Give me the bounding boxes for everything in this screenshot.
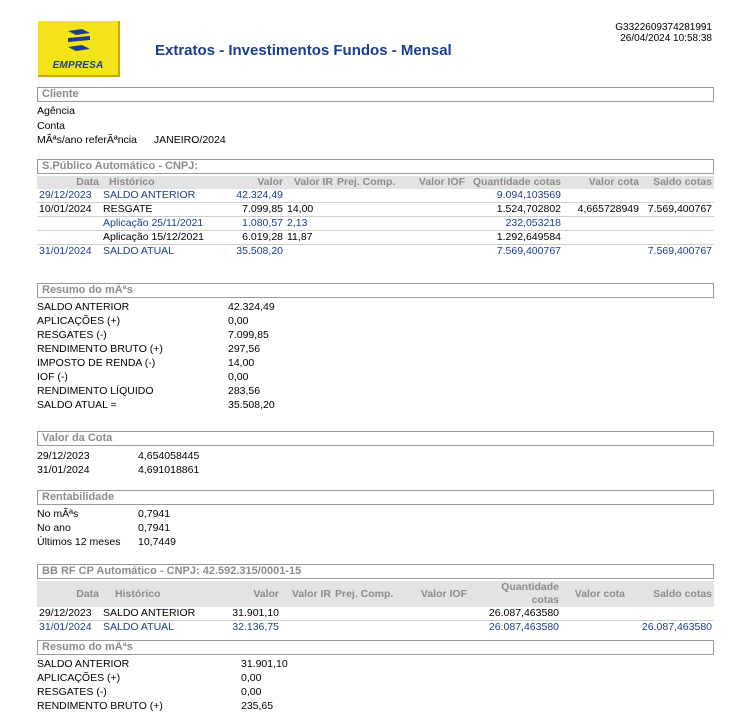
cell-valor-ir: 11,87 [285, 231, 335, 245]
cell-valor-cota [563, 245, 641, 259]
table-row [37, 245, 714, 259]
rentab-value: 0,7941 [138, 508, 171, 520]
cell-valor-cota: 4,665728949 [563, 203, 641, 217]
rentab-title: Rentabilidade [37, 490, 714, 505]
table-row [37, 607, 714, 621]
document-code: G3322609374281991 [615, 22, 712, 33]
cell-quantidade-cotas: 26.087,463580 [488, 621, 559, 633]
cell-valor-ir [285, 189, 335, 203]
cell-prej-comp [335, 231, 407, 245]
cell-valor-iof [407, 621, 469, 635]
resumo-label: SALDO ATUAL = [37, 399, 117, 411]
resumo-value: 14,00 [228, 357, 255, 369]
cell-valor: 7.099,85 [229, 203, 285, 217]
cell-saldo-cotas [627, 607, 714, 621]
cell-historico: RESGATE [101, 203, 229, 217]
resumo1-item [37, 399, 275, 412]
cota-date: 31/01/2024 [37, 464, 90, 476]
cell-saldo-cotas [641, 231, 714, 245]
resumo-label: APLICAÇÕES (+) [37, 672, 121, 684]
fund1-table [37, 176, 714, 258]
cell-data: 29/12/2023 [37, 607, 101, 621]
cell-saldo-cotas: 26.087,463580 [641, 621, 712, 633]
mes-referencia-label: MÃªs/ano referÃªncia [37, 134, 137, 146]
resumo-label: SALDO ANTERIOR [37, 301, 130, 313]
resumo2-item [37, 686, 262, 699]
resumo1-item [37, 315, 249, 328]
bank-logo-icon [64, 27, 94, 53]
cell-valor: 1.080,57 [229, 217, 285, 231]
cell-valor: 42.324,49 [229, 189, 285, 203]
cell-valor-iof [407, 245, 467, 259]
rentab-item [37, 508, 171, 521]
cell-valor-cota [561, 607, 627, 621]
resumo-value: 0,00 [241, 686, 262, 698]
cell-historico: Aplicação 25/11/2021 [101, 217, 229, 231]
cell-quantidade-cotas: 7.569,400767 [496, 245, 561, 257]
col-valor-cota: Valor cota [563, 176, 641, 189]
cell-prej-comp [335, 203, 407, 217]
col-historico: Histórico [101, 581, 225, 607]
cell-data: 10/01/2024 [37, 203, 101, 217]
rentab-label: Últimos 12 meses [37, 536, 121, 548]
resumo-value: 0,00 [241, 672, 262, 684]
rentab-item [37, 536, 176, 549]
cell-valor-iof [407, 203, 467, 217]
col-valor-ir: Valor IR [285, 176, 335, 189]
col-prej-comp: Prej. Comp. [335, 176, 407, 189]
cell-data: 29/12/2023 [37, 189, 101, 203]
col-valor-iof: Valor IOF [407, 176, 467, 189]
logo-text: EMPRESA [52, 60, 104, 71]
resumo-value: 283,56 [228, 385, 261, 397]
resumo-label: RESGATES (-) [37, 686, 107, 698]
resumo-label: RENDIMENTO BRUTO (+) [37, 700, 163, 712]
col-valor-ir: Valor IR [281, 581, 333, 607]
cell-valor-ir [281, 607, 333, 621]
cota-value: 4,691018861 [138, 464, 200, 476]
bank-logo [38, 21, 120, 77]
cell-prej-comp [333, 607, 407, 621]
cell-historico: SALDO ANTERIOR [101, 189, 229, 203]
table-row [37, 621, 714, 635]
col-quantidade-cotas: Quantidade cotas [469, 581, 561, 607]
resumo-label: RENDIMENTO LÍQUIDO [37, 385, 154, 397]
cell-historico: Aplicação 15/12/2021 [101, 231, 229, 245]
cell-prej-comp [335, 217, 407, 231]
agencia-label: Agência [37, 105, 75, 117]
col-valor: Valor [229, 176, 285, 189]
cell-prej-comp [335, 189, 407, 203]
col-valor: Valor [225, 581, 281, 607]
cota-title: Valor da Cota [37, 431, 714, 446]
col-saldo-cotas: Saldo cotas [627, 581, 714, 607]
table-row [37, 217, 714, 231]
resumo1-item [37, 301, 275, 314]
resumo-value: 35.508,20 [228, 399, 275, 411]
resumo2-item [37, 658, 288, 671]
cell-quantidade-cotas: 1.524,702802 [467, 203, 563, 217]
cell-valor-cota [563, 189, 641, 203]
resumo2-item [37, 700, 274, 713]
cell-data [37, 231, 101, 245]
cell-valor-cota [563, 231, 641, 245]
resumo2-title: Resumo do mÃªs [37, 640, 714, 655]
cell-valor-ir [285, 245, 335, 259]
resumo-label: RESGATES (-) [37, 329, 107, 341]
rentab-value: 0,7941 [138, 522, 171, 534]
cota-date: 29/12/2023 [37, 450, 90, 462]
resumo-value: 235,65 [241, 700, 274, 712]
cell-historico: SALDO ATUAL [103, 621, 174, 633]
resumo-label: IMPOSTO DE RENDA (-) [37, 357, 156, 369]
fund1-title: S.Público Automático - CNPJ: [37, 159, 714, 174]
document-id [615, 22, 712, 44]
cell-data: 31/01/2024 [39, 245, 92, 257]
page-title: Extratos - Investimentos Fundos - Mensal [155, 42, 452, 59]
cell-valor-iof [407, 231, 467, 245]
section-cliente-title: Cliente [37, 87, 714, 102]
cell-valor-ir: 2,13 [285, 217, 335, 231]
cell-valor-ir [281, 621, 333, 635]
fund1-header-row [37, 176, 714, 189]
cell-saldo-cotas [641, 189, 714, 203]
cell-saldo-cotas: 7.569,400767 [647, 245, 712, 257]
cell-valor-cota [563, 217, 641, 231]
cell-valor: 31.901,10 [225, 607, 281, 621]
cell-data: 31/01/2024 [39, 621, 92, 633]
col-data: Data [37, 581, 101, 607]
document-datetime: 26/04/2024 10:58:38 [620, 33, 712, 44]
fund2-title: BB RF CP Automático - CNPJ: 42.592.315/0001-15 [37, 564, 714, 579]
rentab-label: No ano [37, 522, 71, 534]
cell-valor-iof [407, 217, 467, 231]
rentab-label: No mÃªs [37, 508, 79, 520]
fund2-header-row [37, 581, 714, 607]
conta-label: Conta [37, 120, 66, 132]
cell-quantidade-cotas: 26.087,463580 [469, 607, 561, 621]
cell-valor-cota [561, 621, 627, 635]
col-historico: Histórico [101, 176, 229, 189]
cell-saldo-cotas [641, 217, 714, 231]
resumo-label: IOF (-) [37, 371, 68, 383]
col-prej-comp: Prej. Comp. [333, 581, 407, 607]
cell-valor: 32.136,75 [232, 621, 279, 633]
cota-item [37, 450, 200, 463]
resumo-label: RENDIMENTO BRUTO (+) [37, 343, 163, 355]
col-saldo-cotas: Saldo cotas [641, 176, 714, 189]
mes-referencia [37, 134, 226, 147]
resumo-value: 0,00 [228, 371, 249, 383]
cota-item [37, 464, 200, 477]
cell-data [37, 217, 101, 231]
cell-quantidade-cotas: 232,053218 [467, 217, 563, 231]
cell-historico: SALDO ATUAL [103, 245, 174, 257]
cell-quantidade-cotas: 9.094,103569 [467, 189, 563, 203]
resumo-value: 7.099,85 [228, 329, 269, 341]
resumo-value: 42.324,49 [228, 301, 275, 313]
resumo-label: SALDO ANTERIOR [37, 658, 130, 670]
cell-prej-comp [333, 621, 407, 635]
rentab-item [37, 522, 171, 535]
resumo-value: 31.901,10 [241, 658, 288, 670]
resumo-value: 0,00 [228, 315, 249, 327]
resumo1-title: Resumo do mÃªs [37, 283, 714, 298]
cell-prej-comp [335, 245, 407, 259]
resumo1-item [37, 371, 249, 384]
cell-valor: 35.508,20 [236, 245, 283, 257]
resumo1-item [37, 385, 261, 398]
col-valor-iof: Valor IOF [407, 581, 469, 607]
table-row [37, 189, 714, 203]
table-row [37, 203, 714, 217]
cell-valor-iof [407, 189, 467, 203]
col-valor-cota: Valor cota [561, 581, 627, 607]
cell-valor-ir: 14,00 [285, 203, 335, 217]
resumo1-item [37, 343, 261, 356]
cell-saldo-cotas: 7.569,400767 [641, 203, 714, 217]
cell-quantidade-cotas: 1.292,649584 [467, 231, 563, 245]
resumo1-item [37, 357, 255, 370]
resumo1-item [37, 329, 269, 342]
resumo2-item [37, 672, 262, 685]
cell-historico: SALDO ANTERIOR [101, 607, 225, 621]
col-data: Data [37, 176, 101, 189]
resumo-label: APLICAÇÕES (+) [37, 315, 121, 327]
rentab-value: 10,7449 [138, 536, 176, 548]
cell-valor: 6.019,28 [229, 231, 285, 245]
resumo-value: 297,56 [228, 343, 261, 355]
col-quantidade-cotas: Quantidade cotas [467, 176, 563, 189]
fund2-table [37, 581, 714, 634]
mes-referencia-value: JANEIRO/2024 [153, 134, 226, 146]
cota-value: 4,654058445 [138, 450, 200, 462]
table-row [37, 231, 714, 245]
cell-valor-iof [407, 607, 469, 621]
